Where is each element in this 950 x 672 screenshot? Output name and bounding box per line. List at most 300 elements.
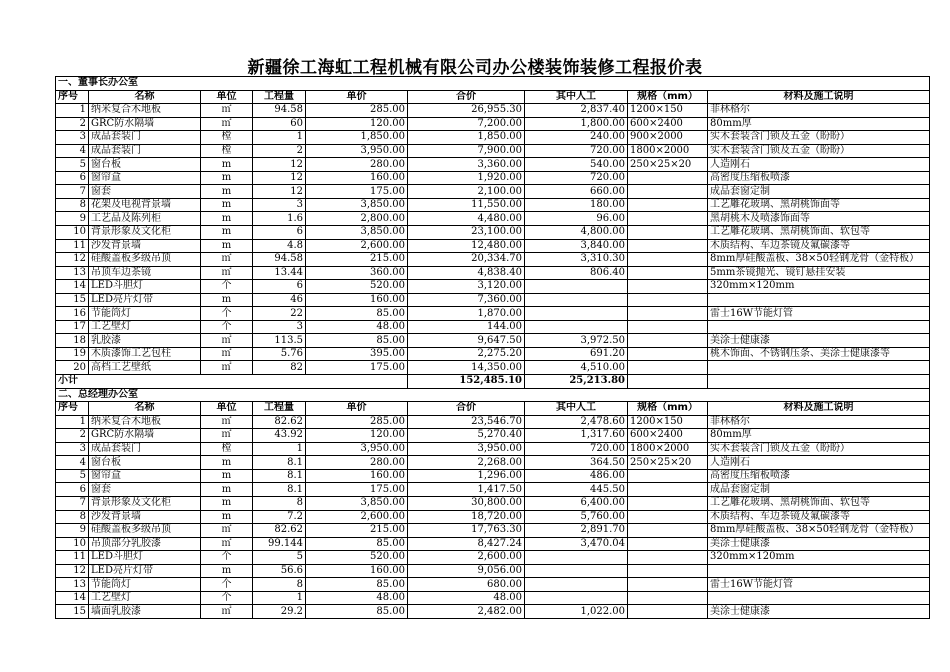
cell-qty: 12	[253, 158, 306, 172]
cell-total: 9,056.00	[408, 564, 525, 578]
cell-desc: 美涂士健康漆	[708, 334, 930, 348]
cell-unit: 个	[201, 591, 253, 605]
cell-total: 144.00	[408, 320, 525, 334]
cell-qty: 113.5	[253, 334, 306, 348]
cell-no: 9	[56, 212, 89, 226]
subtotal-label: 小计	[56, 375, 408, 389]
cell-name: 高档工艺壁纸	[89, 361, 201, 375]
cell-qty: 8.1	[253, 456, 306, 470]
table-header-row	[56, 402, 930, 416]
cell-name: 窗台板	[89, 158, 201, 172]
cell-qty: 29.2	[253, 605, 306, 619]
cell-no: 2	[56, 117, 89, 131]
cell-price: 160.00	[306, 171, 408, 185]
cell-no: 12	[56, 564, 89, 578]
cell-qty: 12	[253, 171, 306, 185]
table-row	[56, 483, 930, 497]
cell-no: 13	[56, 266, 89, 280]
cell-desc: 320mm×120mm	[708, 551, 930, 565]
cell-name: 纳米复合木地板	[89, 415, 201, 429]
cell-labor: 720.00	[525, 144, 628, 158]
cell-desc	[708, 591, 930, 605]
cell-labor: 806.40	[525, 266, 628, 280]
cell-unit: m	[201, 171, 253, 185]
cell-total: 2,100.00	[408, 185, 525, 199]
cell-price: 48.00	[306, 591, 408, 605]
cell-qty: 5	[253, 551, 306, 565]
cell-unit: ㎡	[201, 605, 253, 619]
cell-name: 工艺品及陈列柜	[89, 212, 201, 226]
section-title-row	[56, 77, 930, 91]
cell-desc: 8mm厚硅酸盖板、38×50轻钢龙骨（金特板）	[708, 253, 930, 267]
header-spec: 规格（mm）	[628, 90, 708, 104]
cell-labor: 3,840.00	[525, 239, 628, 253]
cell-qty: 2	[253, 144, 306, 158]
cell-desc: 高密度压缩板喷漆	[708, 469, 930, 483]
cell-labor: 486.00	[525, 469, 628, 483]
cell-no: 15	[56, 293, 89, 307]
cell-price: 85.00	[306, 537, 408, 551]
cell-labor: 691.20	[525, 347, 628, 361]
cell-name: 窗帘盒	[89, 171, 201, 185]
cell-total: 8,427.24	[408, 537, 525, 551]
cell-spec	[628, 605, 708, 619]
cell-price: 2,600.00	[306, 239, 408, 253]
table-row	[56, 131, 930, 145]
cell-total: 2,482.00	[408, 605, 525, 619]
cell-desc: 5mm茶镜抛光、镜钉悬挂安装	[708, 266, 930, 280]
cell-price: 395.00	[306, 347, 408, 361]
cell-total: 2,268.00	[408, 456, 525, 470]
cell-spec	[628, 483, 708, 497]
cell-no: 12	[56, 253, 89, 267]
cell-desc	[708, 564, 930, 578]
cell-desc: 人造刚石	[708, 158, 930, 172]
cell-labor: 660.00	[525, 185, 628, 199]
cell-unit: m	[201, 293, 253, 307]
cell-spec	[628, 578, 708, 592]
cell-qty: 7.2	[253, 510, 306, 524]
section-title: 二、总经理办公室	[56, 388, 930, 402]
cell-qty: 82	[253, 361, 306, 375]
cell-price: 85.00	[306, 578, 408, 592]
header-total: 合价	[408, 402, 525, 416]
cell-name: LED亮片灯带	[89, 564, 201, 578]
cell-no: 18	[56, 334, 89, 348]
cell-labor	[525, 320, 628, 334]
cell-unit: m	[201, 564, 253, 578]
section-title-row	[56, 388, 930, 402]
cell-qty: 3	[253, 198, 306, 212]
cell-qty: 1	[253, 131, 306, 145]
cell-desc: 实木套装含门锁及五金（盼盼）	[708, 131, 930, 145]
section-title: 一、董事长办公室	[56, 77, 930, 91]
cell-unit: m	[201, 185, 253, 199]
cell-no: 13	[56, 578, 89, 592]
cell-labor: 96.00	[525, 212, 628, 226]
subtotal-empty	[628, 375, 708, 389]
cell-desc	[708, 293, 930, 307]
header-price: 单价	[306, 90, 408, 104]
cell-no: 7	[56, 185, 89, 199]
table-row	[56, 591, 930, 605]
cell-price: 1,850.00	[306, 131, 408, 145]
cell-no: 4	[56, 144, 89, 158]
cell-labor	[525, 578, 628, 592]
cell-unit: ㎡	[201, 334, 253, 348]
cell-unit: m	[201, 226, 253, 240]
cell-labor	[525, 551, 628, 565]
table-row	[56, 442, 930, 456]
table-row	[56, 496, 930, 510]
cell-total: 3,120.00	[408, 280, 525, 294]
cell-no: 5	[56, 469, 89, 483]
cell-unit: ㎡	[201, 117, 253, 131]
table-row	[56, 266, 930, 280]
cell-unit: 个	[201, 320, 253, 334]
table-row	[56, 293, 930, 307]
cell-total: 2,600.00	[408, 551, 525, 565]
cell-desc: 成品套窗定制	[708, 185, 930, 199]
table-row	[56, 226, 930, 240]
cell-qty: 99.144	[253, 537, 306, 551]
cell-price: 215.00	[306, 253, 408, 267]
cell-unit: m	[201, 212, 253, 226]
table-row	[56, 469, 930, 483]
cell-price: 175.00	[306, 483, 408, 497]
cell-unit: m	[201, 469, 253, 483]
cell-total: 5,270.40	[408, 429, 525, 443]
table-row	[56, 524, 930, 538]
cell-no: 20	[56, 361, 89, 375]
cell-total: 4,480.00	[408, 212, 525, 226]
cell-name: LED亮片灯带	[89, 293, 201, 307]
cell-spec	[628, 361, 708, 375]
cell-total: 7,200.00	[408, 117, 525, 131]
cell-price: 280.00	[306, 158, 408, 172]
table-row	[56, 253, 930, 267]
cell-no: 11	[56, 551, 89, 565]
cell-unit: m	[201, 158, 253, 172]
cell-spec: 1200×150	[628, 104, 708, 118]
cell-name: 硅酸盖板多级吊顶	[89, 524, 201, 538]
header-name: 名称	[89, 402, 201, 416]
header-desc: 材料及施工说明	[708, 90, 930, 104]
cell-qty: 8.1	[253, 483, 306, 497]
cell-no: 17	[56, 320, 89, 334]
cell-no: 19	[56, 347, 89, 361]
cell-spec	[628, 334, 708, 348]
cell-desc: 80mm厚	[708, 117, 930, 131]
cell-no: 3	[56, 131, 89, 145]
cell-total: 3,360.00	[408, 158, 525, 172]
cell-price: 2,600.00	[306, 510, 408, 524]
cell-labor: 180.00	[525, 198, 628, 212]
cell-qty: 43.92	[253, 429, 306, 443]
cell-name: 窗套	[89, 185, 201, 199]
cell-labor: 3,310.30	[525, 253, 628, 267]
table-row	[56, 144, 930, 158]
table-row	[56, 551, 930, 565]
cell-name: LED斗胆灯	[89, 551, 201, 565]
cell-total: 1,870.00	[408, 307, 525, 321]
cell-total: 30,800.00	[408, 496, 525, 510]
cell-total: 11,550.00	[408, 198, 525, 212]
cell-spec: 250×25×20	[628, 158, 708, 172]
cell-unit: ㎡	[201, 361, 253, 375]
cell-price: 120.00	[306, 429, 408, 443]
cell-spec	[628, 591, 708, 605]
header-labor: 其中人工	[525, 90, 628, 104]
cell-labor	[525, 293, 628, 307]
table-row	[56, 158, 930, 172]
cell-name: 节能筒灯	[89, 307, 201, 321]
cell-qty: 94.58	[253, 253, 306, 267]
cell-unit: ㎡	[201, 253, 253, 267]
table-row	[56, 564, 930, 578]
cell-spec	[628, 253, 708, 267]
table-row	[56, 605, 930, 619]
cell-no: 7	[56, 496, 89, 510]
cell-price: 3,850.00	[306, 198, 408, 212]
cell-total: 1,417.50	[408, 483, 525, 497]
cell-desc: 菲林格尔	[708, 415, 930, 429]
cell-price: 520.00	[306, 280, 408, 294]
header-desc: 材料及施工说明	[708, 402, 930, 416]
cell-labor: 6,400.00	[525, 496, 628, 510]
cell-labor: 2,891.70	[525, 524, 628, 538]
cell-name: 吊顶车边茶镜	[89, 266, 201, 280]
cell-qty: 1.6	[253, 212, 306, 226]
header-total: 合价	[408, 90, 525, 104]
cell-total: 2,275.20	[408, 347, 525, 361]
header-name: 名称	[89, 90, 201, 104]
cell-qty: 12	[253, 185, 306, 199]
cell-no: 15	[56, 605, 89, 619]
table-row	[56, 347, 930, 361]
cell-desc: 雷士16W节能灯管	[708, 578, 930, 592]
cell-spec	[628, 226, 708, 240]
cell-labor	[525, 591, 628, 605]
cell-total: 7,900.00	[408, 144, 525, 158]
cell-qty: 82.62	[253, 415, 306, 429]
cell-labor: 240.00	[525, 131, 628, 145]
cell-labor: 364.50	[525, 456, 628, 470]
header-no: 序号	[56, 402, 89, 416]
cell-price: 120.00	[306, 117, 408, 131]
cell-no: 8	[56, 510, 89, 524]
cell-qty: 6	[253, 226, 306, 240]
cell-desc: 80mm厚	[708, 429, 930, 443]
table-row	[56, 429, 930, 443]
cell-name: GRC防水隔墙	[89, 429, 201, 443]
cell-price: 3,950.00	[306, 442, 408, 456]
cell-name: 窗台板	[89, 456, 201, 470]
cell-desc: 美涂士健康漆	[708, 605, 930, 619]
cell-spec	[628, 510, 708, 524]
cell-spec	[628, 551, 708, 565]
cell-desc: 实木套装含门锁及五金（盼盼）	[708, 442, 930, 456]
table-header-row	[56, 90, 930, 104]
cell-spec	[628, 347, 708, 361]
cell-name: 节能筒灯	[89, 578, 201, 592]
cell-total: 1,920.00	[408, 171, 525, 185]
cell-unit: ㎡	[201, 104, 253, 118]
table-row	[56, 171, 930, 185]
cell-spec	[628, 212, 708, 226]
cell-spec	[628, 307, 708, 321]
cell-qty: 13.44	[253, 266, 306, 280]
cell-total: 680.00	[408, 578, 525, 592]
cell-labor: 720.00	[525, 442, 628, 456]
cell-no: 10	[56, 226, 89, 240]
cell-total: 14,350.00	[408, 361, 525, 375]
cell-qty: 8	[253, 578, 306, 592]
cell-spec	[628, 293, 708, 307]
cell-name: 工艺壁灯	[89, 320, 201, 334]
cell-price: 360.00	[306, 266, 408, 280]
cell-desc: 高密度压缩板喷漆	[708, 171, 930, 185]
cell-price: 520.00	[306, 551, 408, 565]
cell-spec	[628, 496, 708, 510]
header-labor: 其中人工	[525, 402, 628, 416]
cell-name: 吊顶部分乳胶漆	[89, 537, 201, 551]
cell-no: 11	[56, 239, 89, 253]
cell-no: 8	[56, 198, 89, 212]
cell-price: 175.00	[306, 361, 408, 375]
cell-qty: 46	[253, 293, 306, 307]
header-spec: 规格（mm）	[628, 402, 708, 416]
cell-spec	[628, 198, 708, 212]
cell-desc: 工艺雕花玻璃、黑胡桃饰面、软包等	[708, 226, 930, 240]
table-row	[56, 361, 930, 375]
cell-spec	[628, 171, 708, 185]
cell-unit: m	[201, 198, 253, 212]
header-unit: 单位	[201, 90, 253, 104]
cell-qty: 1	[253, 591, 306, 605]
table-row	[56, 104, 930, 118]
cell-desc: 320mm×120mm	[708, 280, 930, 294]
quotation-table	[55, 76, 930, 619]
cell-spec	[628, 266, 708, 280]
table-row	[56, 280, 930, 294]
cell-name: 花架及电视背景墙	[89, 198, 201, 212]
cell-desc: 菲林格尔	[708, 104, 930, 118]
cell-desc: 黑胡桃木及喷漆饰面等	[708, 212, 930, 226]
table-row	[56, 198, 930, 212]
cell-desc: 桃木饰面、不锈钢压条、美涂士健康漆等	[708, 347, 930, 361]
cell-price: 160.00	[306, 469, 408, 483]
cell-price: 48.00	[306, 320, 408, 334]
table-row	[56, 578, 930, 592]
cell-qty: 3	[253, 320, 306, 334]
cell-spec: 900×2000	[628, 131, 708, 145]
cell-spec: 1200×150	[628, 415, 708, 429]
cell-desc: 工艺雕花玻璃、黑胡桃饰面等	[708, 198, 930, 212]
cell-labor: 1,317.60	[525, 429, 628, 443]
cell-unit: ㎡	[201, 524, 253, 538]
table-row	[56, 456, 930, 470]
cell-unit: m	[201, 239, 253, 253]
cell-price: 3,850.00	[306, 226, 408, 240]
cell-name: 成品套装门	[89, 442, 201, 456]
cell-price: 85.00	[306, 605, 408, 619]
cell-qty: 22	[253, 307, 306, 321]
cell-total: 12,480.00	[408, 239, 525, 253]
table-row	[56, 537, 930, 551]
cell-price: 175.00	[306, 185, 408, 199]
cell-no: 2	[56, 429, 89, 443]
cell-unit: m	[201, 510, 253, 524]
cell-labor: 4,510.00	[525, 361, 628, 375]
cell-unit: ㎡	[201, 537, 253, 551]
cell-no: 10	[56, 537, 89, 551]
cell-spec: 600×2400	[628, 429, 708, 443]
cell-total: 23,100.00	[408, 226, 525, 240]
cell-total: 26,955.30	[408, 104, 525, 118]
cell-total: 1,296.00	[408, 469, 525, 483]
quotation-table-body	[56, 77, 930, 619]
cell-total: 7,360.00	[408, 293, 525, 307]
cell-name: 沙发背景墙	[89, 510, 201, 524]
cell-spec	[628, 564, 708, 578]
cell-desc: 成品套窗定制	[708, 483, 930, 497]
cell-desc: 工艺雕花玻璃、黑胡桃饰面、软包等	[708, 496, 930, 510]
cell-labor	[525, 307, 628, 321]
cell-qty: 94.58	[253, 104, 306, 118]
cell-labor: 4,800.00	[525, 226, 628, 240]
table-row	[56, 415, 930, 429]
cell-qty: 1	[253, 442, 306, 456]
table-row	[56, 212, 930, 226]
cell-spec	[628, 239, 708, 253]
cell-price: 160.00	[306, 293, 408, 307]
cell-no: 1	[56, 104, 89, 118]
cell-unit: ㎡	[201, 266, 253, 280]
cell-unit: ㎡	[201, 429, 253, 443]
cell-labor: 2,478.60	[525, 415, 628, 429]
cell-price: 85.00	[306, 307, 408, 321]
cell-price: 3,850.00	[306, 496, 408, 510]
cell-price: 85.00	[306, 334, 408, 348]
cell-unit: 个	[201, 551, 253, 565]
cell-no: 3	[56, 442, 89, 456]
cell-qty: 82.62	[253, 524, 306, 538]
cell-total: 18,720.00	[408, 510, 525, 524]
cell-spec: 600×2400	[628, 117, 708, 131]
page-title: 新疆徐工海虹工程机械有限公司办公楼装饰装修工程报价表	[247, 58, 703, 78]
cell-unit: m	[201, 496, 253, 510]
cell-name: 纳米复合木地板	[89, 104, 201, 118]
cell-labor: 3,470.04	[525, 537, 628, 551]
cell-desc: 美涂士健康漆	[708, 537, 930, 551]
cell-no: 6	[56, 171, 89, 185]
cell-price: 280.00	[306, 456, 408, 470]
cell-name: 窗帘盒	[89, 469, 201, 483]
cell-desc: 实木套装含门锁及五金（盼盼）	[708, 144, 930, 158]
cell-spec: 1800×2000	[628, 442, 708, 456]
cell-name: LED斗胆灯	[89, 280, 201, 294]
cell-qty: 4.8	[253, 239, 306, 253]
cell-unit: 樘	[201, 131, 253, 145]
cell-qty: 8.1	[253, 469, 306, 483]
cell-unit: ㎡	[201, 415, 253, 429]
cell-total: 1,850.00	[408, 131, 525, 145]
cell-desc: 8mm厚硅酸盖板、38×50轻钢龙骨（金特板）	[708, 524, 930, 538]
cell-name: 沙发背景墙	[89, 239, 201, 253]
table-row	[56, 320, 930, 334]
cell-name: 乳胶漆	[89, 334, 201, 348]
